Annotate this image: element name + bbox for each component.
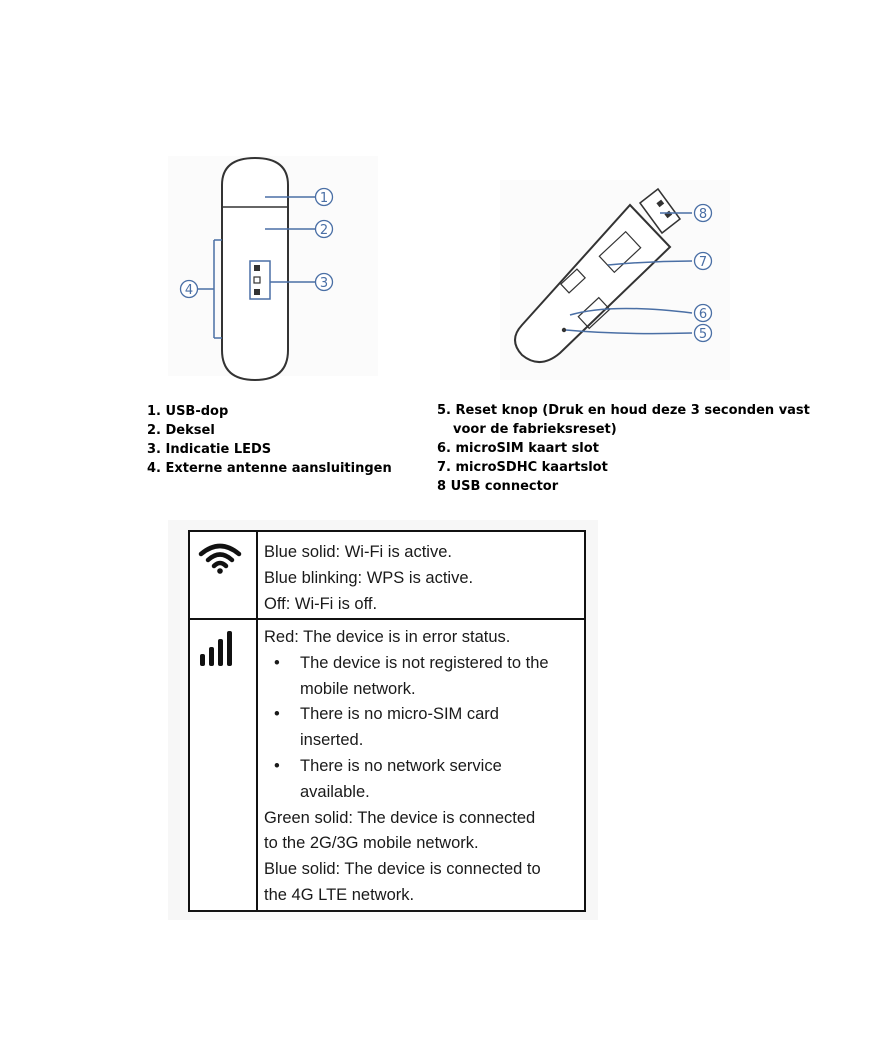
signal-status-text bbox=[264, 625, 549, 909]
svg-text:1: 1 bbox=[319, 191, 329, 206]
status-line: Off: Wi-Fi is off. bbox=[264, 594, 378, 613]
legend-item: 1. USB-dop bbox=[147, 404, 229, 419]
legend-item: 8 USB connector bbox=[437, 479, 559, 494]
svg-text:2: 2 bbox=[319, 223, 329, 238]
row-divider bbox=[190, 618, 584, 620]
bullet-item: • There is no network service bbox=[264, 754, 549, 780]
legend-item: 3. Indicatie LEDS bbox=[147, 442, 272, 457]
status-line: Green solid: The device is connected bbox=[264, 808, 536, 827]
column-divider bbox=[256, 532, 258, 910]
svg-text:7: 7 bbox=[698, 255, 708, 270]
legend-item: 6. microSIM kaart slot bbox=[437, 441, 599, 456]
legend-item: 7. microSDHC kaartslot bbox=[437, 460, 608, 475]
callout-1 bbox=[316, 189, 333, 207]
status-line: Blue solid: Wi-Fi is active. bbox=[264, 543, 452, 561]
legend-left bbox=[147, 402, 392, 478]
legend-right bbox=[437, 401, 810, 496]
legend-item: voor de fabrieksreset) bbox=[453, 422, 617, 437]
bullet-item-cont: available. bbox=[300, 782, 370, 801]
callout-7 bbox=[695, 253, 712, 271]
wifi-status-text bbox=[264, 540, 473, 617]
callout-3 bbox=[316, 274, 333, 292]
legend-item: 4. Externe antenne aansluitingen bbox=[147, 461, 392, 476]
legend-item: 2. Deksel bbox=[147, 423, 215, 438]
callout-2 bbox=[316, 221, 333, 239]
device-back-diagram bbox=[500, 175, 740, 385]
status-line: Red: The device is in error status. bbox=[264, 628, 511, 646]
bullet-item: • The device is not registered to the bbox=[264, 651, 549, 677]
status-line: to the 2G/3G mobile network. bbox=[264, 834, 479, 853]
led-status-table bbox=[188, 530, 586, 912]
svg-text:8: 8 bbox=[698, 207, 708, 222]
signal-icon bbox=[198, 630, 238, 668]
svg-text:4: 4 bbox=[184, 283, 194, 298]
status-line: the 4G LTE network. bbox=[264, 885, 415, 904]
status-line: Blue solid: The device is connected to bbox=[264, 860, 541, 879]
status-line: Blue blinking: WPS is active. bbox=[264, 568, 474, 587]
callout-4 bbox=[181, 281, 198, 299]
bullet-item-cont: mobile network. bbox=[300, 679, 416, 698]
legend-item: 5. Reset knop (Druk en houd deze 3 seconden vast bbox=[437, 403, 810, 418]
callout-8 bbox=[695, 205, 712, 223]
bullet-item-cont: inserted. bbox=[300, 731, 364, 750]
callout-5 bbox=[695, 325, 712, 343]
wifi-icon bbox=[198, 542, 242, 574]
svg-text:6: 6 bbox=[698, 307, 708, 322]
svg-text:3: 3 bbox=[319, 276, 329, 291]
svg-text:5: 5 bbox=[698, 327, 708, 342]
device-front-diagram bbox=[170, 150, 380, 390]
callout-6 bbox=[695, 305, 712, 323]
bullet-item: • There is no micro-SIM card bbox=[264, 702, 549, 728]
